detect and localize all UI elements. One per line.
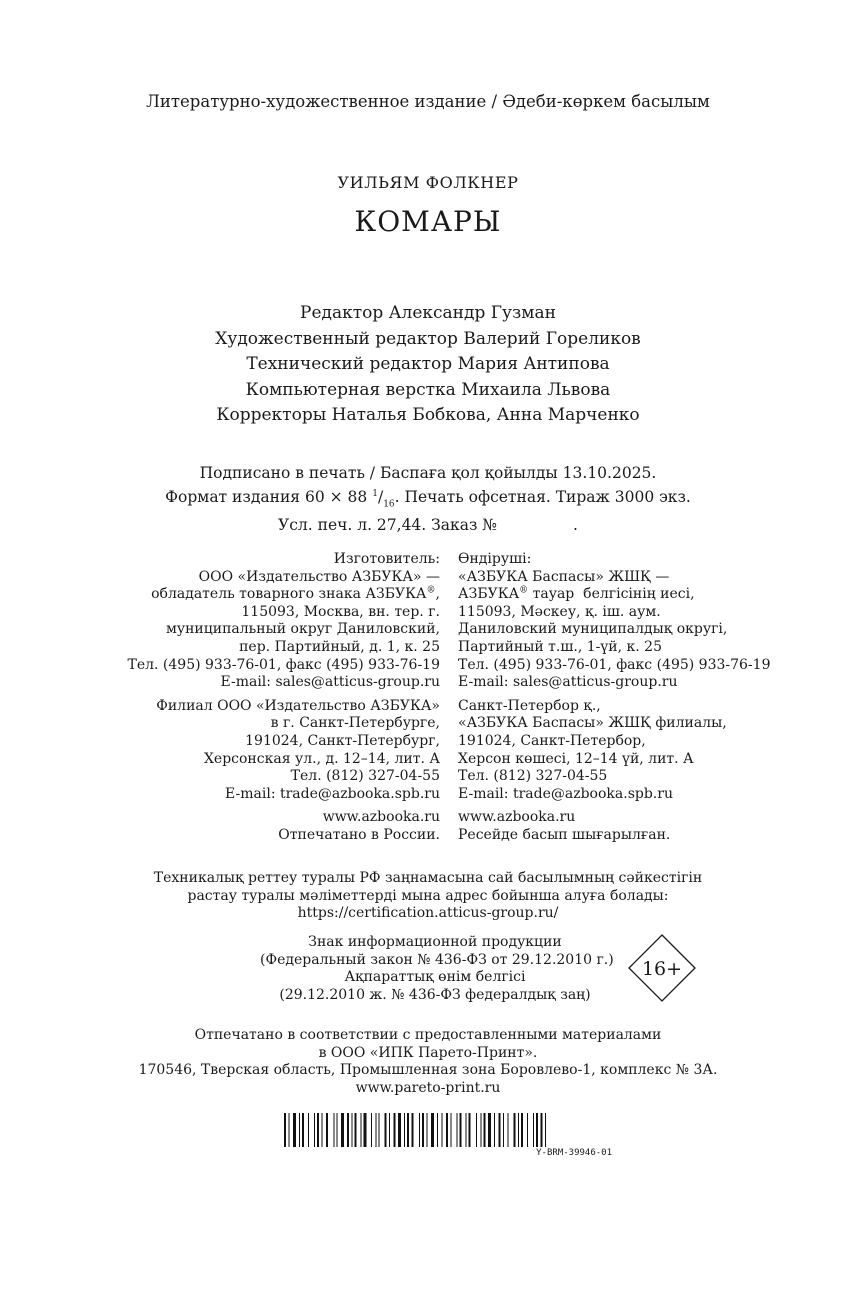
barcode-bar <box>376 1113 377 1147</box>
barcode-bar <box>457 1113 458 1147</box>
barcode-bar <box>427 1113 428 1147</box>
barcode-bar <box>371 1113 372 1147</box>
barcode-bar <box>341 1113 344 1147</box>
book-title: КОМАРЫ <box>354 205 502 238</box>
barcode-bar <box>419 1113 420 1147</box>
barcode-bar <box>431 1113 434 1147</box>
barcode-bar <box>389 1113 390 1147</box>
barcode-bar <box>442 1113 443 1147</box>
staff-credits <box>0 301 856 429</box>
manufacturer-ru: Изготовитель: ООО «Издательство АЗБУКА» — обладатель товарного знака АЗБУКА®, 115093, Москва, вн. тер. г. муниципальный округ Даниловский, пер. Партийный, д. 1, к. 25 Тел. (495) 933-76-01, факс (495) 933-76-19 E-mail: sales@atticus-group.ru Филиал ООО «Издательство АЗБУКА» в г. Санкт-Петербурге, 191024, Санкт-Петербург, Херсонская ул., д. 12–14, лит. А Тел. (812) 327-04-55 E-mail: trade@azbooka.spb.ru www.azbooka.ru Отпечатано в России. <box>127 551 440 843</box>
credit-tech-editor: Технический редактор Мария Антипова <box>246 354 610 374</box>
barcode-bar <box>499 1113 501 1147</box>
barcode-bar <box>533 1113 534 1147</box>
barcode-bar <box>361 1113 362 1147</box>
barcode-bar <box>398 1113 401 1147</box>
barcode-bar <box>514 1113 516 1147</box>
barcode-bar <box>460 1113 462 1147</box>
barcode-bar <box>326 1113 328 1147</box>
credit-layout: Компьютерная верстка Михаила Львова <box>245 379 611 400</box>
barcode-bar <box>407 1113 409 1147</box>
barcode-bar <box>314 1113 315 1147</box>
barcode-bar <box>545 1113 546 1147</box>
barcode-bar <box>404 1113 405 1147</box>
print-details <box>0 463 856 536</box>
barcode-bar <box>488 1113 491 1147</box>
credit-editor: Редактор Александр Гузман <box>300 303 556 323</box>
barcode-bar <box>446 1113 448 1147</box>
barcode-bar <box>284 1113 286 1147</box>
manufacturer-kz: Өндіруші: «АЗБУКА Баспасы» ЖШҚ — АЗБУКА® тауар белгісінің иесі, 115093, Мәскеу, қ. іш. аум. Даниловский муниципалдық округі, Партийный т.ш., 1-үй, к. 25 Тел. (495) 933-76-01, факс (495) 933-76-19 E-mail: sales@atticus-group.ru Санкт-Петербор қ., «АЗБУКА Баспасы» ЖШҚ филиалы, 191024, Санкт-Петербор, Херсон көшесі, 12–14 үй, лит. А Тел. (812) 327-04-55 E-mail: trade@azbooka.spb.ru www.azbooka.ru Ресейде басып шығарылған. <box>458 551 771 843</box>
barcode-bar <box>299 1113 300 1147</box>
printer-info: Отпечатано в соответствии с предоставленными материалами в ООО «ИПК Парето-Принт». 170546, Тверская область, Промышленная зона Боровлево-1, комплекс № 3А. www.pareto-print.ru <box>0 1027 856 1097</box>
credit-art-editor: Художественный редактор Валерий Гореликов <box>215 328 641 349</box>
barcode-bar <box>352 1113 353 1147</box>
barcode-bar <box>379 1113 380 1147</box>
barcode-bar <box>412 1113 414 1147</box>
barcode-bar <box>466 1113 467 1147</box>
barcode-bar <box>481 1113 482 1147</box>
barcode-bar <box>322 1113 323 1147</box>
barcode-bar <box>484 1113 486 1147</box>
barcode-bar <box>469 1113 471 1147</box>
certification-url: https://certification.atticus-group.ru/ <box>297 905 559 922</box>
barcode-bar <box>503 1113 504 1147</box>
barcode-bar <box>347 1113 349 1147</box>
format-line: Формат издания 60 × 88 $^1/_{16}$. Печать офсетная. Тираж 3000 экз. <box>165 488 691 510</box>
barcode-bar <box>437 1113 438 1147</box>
signed-line: Подписано в печать / Баспаға қол қойылды 13.10.2025. <box>199 464 657 482</box>
sheets-line: Усл. печ. л. 27,44. Заказ № . <box>278 516 578 535</box>
barcode-bar <box>317 1113 319 1147</box>
barcode-bar <box>385 1113 387 1147</box>
barcode-bar <box>508 1113 509 1147</box>
printer-url: www.pareto-print.ru <box>355 1079 501 1096</box>
barcode-bar <box>422 1113 424 1147</box>
barcode-bar <box>394 1113 396 1147</box>
certification-note: Техникалық реттеу туралы РФ заңнамасына сай басылымның сәйкестігін растау туралы мәліметтерді мына адрес бойынша алуға болады: https://certification.atticus-group.ru/ <box>0 870 856 923</box>
barcode-bar <box>302 1113 304 1147</box>
barcode-bar <box>337 1113 338 1147</box>
barcode-bar <box>527 1113 528 1147</box>
barcode-bar <box>451 1113 452 1147</box>
barcode-bar <box>536 1113 538 1147</box>
barcode-bar <box>308 1113 309 1147</box>
barcode-bar <box>518 1113 519 1147</box>
barcode-bar <box>494 1113 495 1147</box>
barcode-bar <box>476 1113 477 1147</box>
barcode-bar <box>289 1113 290 1147</box>
barcode-bar <box>541 1113 543 1147</box>
barcode-bar <box>364 1113 367 1147</box>
barcode-bar <box>334 1113 335 1147</box>
info-product-sign: Знак информационной продукции (Федеральный закон № 436-ФЗ от 29.12.2010 г.) Ақпараттық өнім белгісі (29.12.2010 ж. № 436-ФЗ федералдық заң) <box>260 934 614 1003</box>
age-rating-text: 16+ <box>641 958 683 980</box>
barcode-code: Y-BRM-39946-01 <box>536 1148 612 1158</box>
barcode-bar <box>355 1113 357 1147</box>
barcode-bar <box>521 1113 523 1147</box>
barcode-bar <box>293 1113 296 1147</box>
barcode <box>284 1113 612 1147</box>
age-rating-badge <box>628 934 696 1002</box>
genre-line: Литературно-художественное издание / Әдеби-көркем басылым <box>146 92 710 111</box>
author-name: УИЛЬЯМ ФОЛКНЕР <box>337 173 519 192</box>
credit-proofreaders: Корректоры Наталья Бобкова, Анна Марченко <box>216 405 640 425</box>
